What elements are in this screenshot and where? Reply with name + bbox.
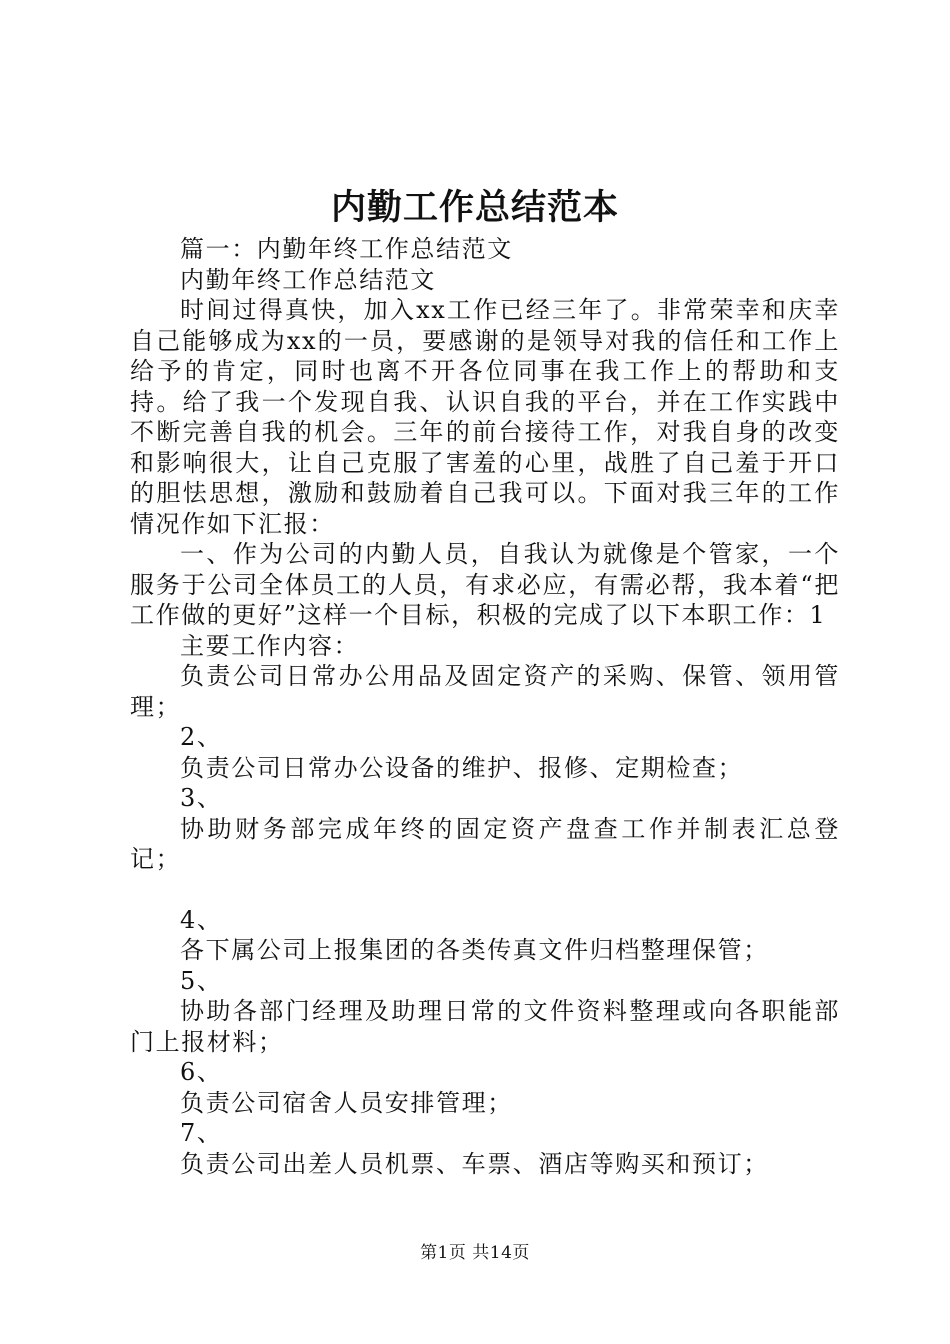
list-item: 负责公司日常办公设备的维护、报修、定期检查；: [180, 753, 744, 782]
list-number: 4、: [180, 905, 223, 934]
paragraph-gap: [130, 875, 840, 905]
document-body: [130, 234, 840, 1179]
work-content-heading: 主要工作内容：: [180, 631, 360, 660]
document-title: 内勤工作总结范本: [330, 187, 619, 228]
list-item: 负责公司宿舍人员安排管理；: [180, 1088, 513, 1117]
page-footer: 第1页 共14页: [420, 1243, 530, 1263]
list-item: 负责公司日常办公用品及固定资产的采购、保管、领用管理；: [130, 662, 840, 721]
subtitle-paragraph: 内勤年终工作总结范文: [180, 265, 436, 294]
duty-paragraph: 一、作为公司的内勤人员，自我认为就像是个管家，一个服务于公司全体员工的人员，有求必应，有需必帮，我本着“把工作做的更好”这样一个目标，积极的完成了以下本职工作：1: [130, 540, 840, 629]
section-heading: 篇一：内勤年终工作总结范文: [180, 235, 513, 263]
list-number: 7、: [180, 1119, 223, 1147]
list-item: 协助财务部完成年终的固定资产盘查工作并制表汇总登记；: [130, 814, 840, 873]
intro-paragraph: 时间过得真快，加入xx工作已经三年了。非常荣幸和庆幸自己能够成为xx的一员，要感谢的是领导对我的信任和工作上给予的肯定，同时也离不开各位同事在我工作上的帮助和支持。给了我一个发现自我、认识自我的平台，并在工作实践中不断完善自我的机会。三年的前台接待工作，对我自身的改变和影响很大，让自己克服了害羞的心里，战胜了自己羞于开口的胆怯思想，激励和鼓励着自己我可以。下面对我三年的工作情况作如下汇报：: [130, 296, 840, 538]
list-number: 6、: [180, 1058, 223, 1086]
list-number: 5、: [180, 966, 223, 995]
list-item: 负责公司出差人员机票、车票、酒店等购买和预订；: [180, 1149, 769, 1178]
list-number: 2、: [180, 723, 223, 751]
list-item: 协助各部门经理及助理日常的文件资料整理或向各职能部门上报材料；: [130, 997, 840, 1056]
list-number: 3、: [180, 784, 223, 812]
list-item: 各下属公司上报集团的各类传真文件归档整理保管；: [180, 936, 769, 964]
